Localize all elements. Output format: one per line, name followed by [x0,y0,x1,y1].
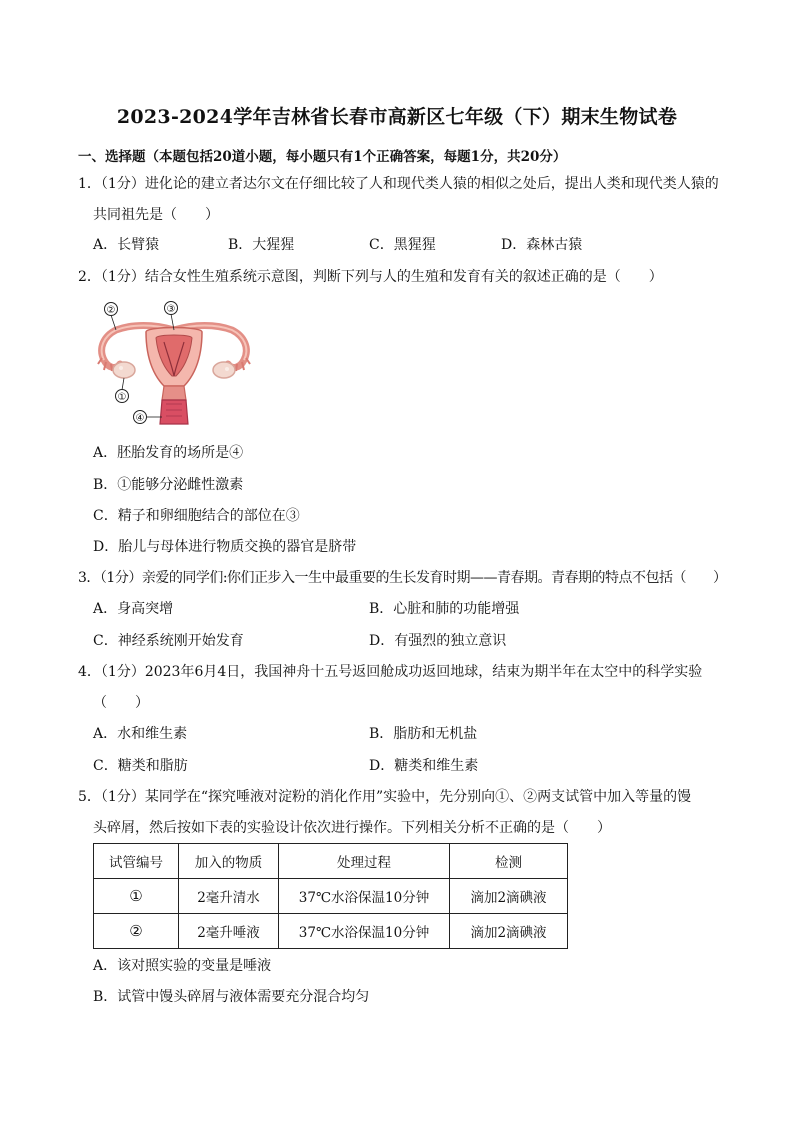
question-4-option-c: C．糖类和脂肪 [93,758,188,774]
diagram-label-2: ② [106,305,116,316]
female-reproductive-system-diagram [94,300,254,428]
question-5-option-a: A．该对照实验的变量是唾液 [93,958,272,974]
table-cell: 37℃水浴保温10分钟 [279,879,450,914]
question-3-option-c: C．神经系统刚开始发育 [93,633,244,649]
table-cell: 2毫升清水 [179,879,279,914]
table-cell: 37℃水浴保温10分钟 [279,914,450,949]
table-header-cell: 加入的物质 [179,844,279,879]
question-5-stem-line1: 5．（1分）某同学在“探究唾液对淀粉的消化作用”实验中，先分别向①、②两支试管中加入等量的馒 [78,789,692,805]
table-header-cell: 检测 [450,844,568,879]
experiment-table [93,843,568,949]
question-5-stem-line2: 头碎屑，然后按如下表的实验设计依次进行操作。下列相关分析不正确的是（ ） [93,820,611,836]
table-cell: 滴加2滴碘液 [450,879,568,914]
table-cell: 2毫升唾液 [179,914,279,949]
table-row [94,914,568,949]
question-4-option-d: D．糖类和维生素 [369,758,479,774]
question-2-stem: 2．（1分）结合女性生殖系统示意图，判断下列与人的生殖和发育有关的叙述正确的是（ ） [78,269,663,285]
diagram-label-3: ③ [166,304,176,315]
question-2-option-d: D．胎儿与母体进行物质交换的器官是脐带 [93,539,357,555]
question-1-option-a: A．长臂猿 [93,237,160,253]
table-cell: ① [94,879,179,914]
question-1-stem-line1: 1．（1分）进化论的建立者达尔文在仔细比较了人和现代类人猿的相似之处后，提出人类和现代类人猿的 [78,176,719,192]
table-row [94,879,568,914]
page-title: 2023-2024学年吉林省长春市高新区七年级（下）期末生物试卷 [116,106,678,128]
table-cell: ② [94,914,179,949]
question-5-option-b: B．试管中馒头碎屑与液体需要充分混合均匀 [93,989,370,1005]
table-header-cell: 试管编号 [94,844,179,879]
question-3-option-a: A．身高突增 [93,601,174,617]
question-4-stem-line2: （ ） [93,695,149,711]
question-1-option-c: C．黑猩猩 [369,237,436,253]
question-4-stem-line1: 4．（1分）2023年6月4日，我国神舟十五号返回舱成功返回地球，结束为期半年在太空中的科学实验 [78,664,703,680]
diagram-label-4: ④ [135,413,145,424]
table-header-row [94,844,568,879]
question-3-option-d: D．有强烈的独立意识 [369,633,507,649]
table-header-cell: 处理过程 [279,844,450,879]
question-2-option-a: A．胚胎发育的场所是④ [93,445,244,461]
diagram-label-1: ① [117,392,127,403]
question-3-option-b: B．心脏和肺的功能增强 [369,601,520,617]
question-4-option-a: A．水和维生素 [93,726,188,742]
question-1-option-b: B．大猩猩 [228,237,295,253]
question-4-option-b: B．脂肪和无机盐 [369,726,478,742]
question-2-option-b: B．①能够分泌雌性激素 [93,477,244,493]
question-2-option-c: C．精子和卵细胞结合的部位在③ [93,508,300,524]
section-heading: 一、选择题（本题包括20道小题，每小题只有1个正确答案，每题1分，共20分） [78,149,567,165]
table-cell: 滴加2滴碘液 [450,914,568,949]
question-1-option-d: D．森林古猿 [501,237,583,253]
question-1-stem-line2: 共同祖先是（ ） [93,207,219,223]
question-3-stem: 3．（1分）亲爱的同学们:你们正步入一生中最重要的生长发育时期——青春期。青春期的特点不包括（ ） [78,570,727,586]
